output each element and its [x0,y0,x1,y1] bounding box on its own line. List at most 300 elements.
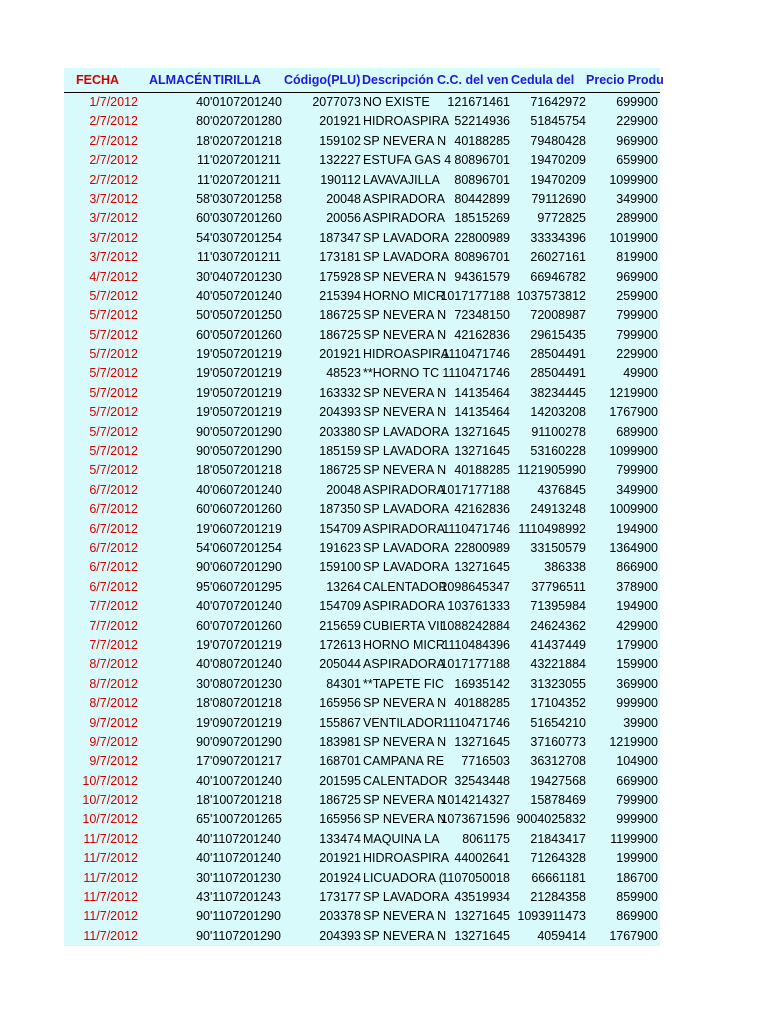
cell-cc-vendedor[interactable]: 1110484396 [442,637,510,652]
cell-precio[interactable]: 289900 [616,211,658,226]
cell-codigo-plu[interactable]: 186725 [319,327,361,342]
cell-fecha[interactable]: 2/7/2012 [89,114,138,129]
cell-fecha[interactable]: 9/7/2012 [89,715,138,730]
cell-cedula[interactable]: 71642972 [530,95,586,109]
cell-precio[interactable]: 194900 [616,521,658,536]
cell-descripcion[interactable]: CALENTADOR [363,579,448,594]
cell-codigo-plu[interactable]: 190112 [320,172,361,187]
cell-precio[interactable]: 429900 [616,618,658,633]
cell-tirilla[interactable]: '0507201260 [210,327,282,342]
cell-descripcion[interactable]: SP LAVADORA [363,540,450,555]
cell-precio[interactable]: 199900 [616,851,658,866]
cell-precio[interactable]: 39900 [623,715,658,730]
cell-descripcion[interactable]: SP NEVERA N [363,696,447,711]
cell-almacen[interactable]: 19 [196,405,210,420]
cell-precio[interactable]: 969900 [616,269,658,284]
cell-cc-vendedor[interactable]: 1110471746 [442,521,510,536]
cell-tirilla[interactable]: '0707201260 [210,618,282,633]
cell-cc-vendedor[interactable]: 1110471746 [442,366,510,381]
cell-codigo-plu[interactable]: 203378 [319,909,361,924]
cell-cc-vendedor[interactable]: 80896701 [454,153,510,168]
cell-codigo-plu[interactable]: 201595 [319,773,361,788]
cell-almacen[interactable]: 40 [196,657,210,672]
cell-cedula[interactable]: 71395984 [530,599,586,614]
cell-almacen[interactable]: 19 [196,347,210,362]
cell-fecha[interactable]: 3/7/2012 [89,250,138,265]
cell-tirilla[interactable]: '1107201230 [210,870,281,885]
cell-cedula[interactable]: 33334396 [530,230,586,245]
cell-codigo-plu[interactable]: 186725 [319,463,361,478]
cell-almacen[interactable]: 40 [196,482,210,497]
cell-tirilla[interactable]: '0907201217 [210,754,282,769]
cell-descripcion[interactable]: SP NEVERA N [363,793,447,808]
cell-cc-vendedor[interactable]: 1110471746 [442,715,510,730]
cell-cedula[interactable]: 29615435 [530,327,586,342]
cell-precio[interactable]: 799900 [616,793,658,808]
cell-precio[interactable]: 819900 [616,250,658,265]
cell-cc-vendedor[interactable]: 52214936 [454,114,510,129]
cell-fecha[interactable]: 11/7/2012 [83,831,138,846]
cell-cedula[interactable]: 36312708 [530,754,586,769]
cell-codigo-plu[interactable]: 13264 [326,579,361,594]
cell-cedula[interactable]: 4059414 [537,928,586,943]
cell-almacen[interactable]: 19 [196,715,210,730]
cell-cedula[interactable]: 53160228 [530,444,586,459]
cell-fecha[interactable]: 6/7/2012 [89,521,138,536]
cell-precio[interactable]: 799900 [616,327,658,342]
cell-precio[interactable]: 49900 [623,366,658,381]
cell-cc-vendedor[interactable]: 1017177188 [440,288,510,303]
cell-fecha[interactable]: 4/7/2012 [89,269,138,284]
cell-precio[interactable]: 866900 [616,560,658,575]
cell-cedula[interactable]: 66661181 [531,870,586,885]
cell-codigo-plu[interactable]: 204393 [319,928,361,943]
cell-tirilla[interactable]: '0307201258 [210,191,282,206]
cell-precio[interactable]: 1767900 [609,928,658,943]
cell-precio[interactable]: 1219900 [609,734,658,749]
cell-tirilla[interactable]: '0507201219 [210,366,282,381]
cell-descripcion[interactable]: SP LAVADORA [363,230,450,245]
cell-tirilla[interactable]: '0507201290 [210,444,282,459]
cell-precio[interactable]: 104900 [616,754,658,769]
cell-codigo-plu[interactable]: 173177 [319,890,361,905]
cell-codigo-plu[interactable]: 187347 [319,230,361,245]
cell-tirilla[interactable]: '0607201254 [210,540,282,555]
cell-tirilla[interactable]: '0207201280 [210,114,282,129]
cell-codigo-plu[interactable]: 215659 [319,618,361,633]
cell-descripcion[interactable]: VENTILADOR [363,715,443,730]
cell-tirilla[interactable]: '0307201254 [210,230,282,245]
cell-precio[interactable]: 186700 [616,870,658,885]
header-codigo-plu[interactable]: Código(PLU) [284,73,361,87]
cell-fecha[interactable]: 6/7/2012 [89,560,138,575]
cell-almacen[interactable]: 30 [196,269,210,284]
cell-tirilla[interactable]: '0807201230 [210,676,282,691]
cell-descripcion[interactable]: ASPIRADORA [363,482,445,497]
cell-tirilla[interactable]: '1107201243 [210,890,281,905]
cell-codigo-plu[interactable]: 20056 [326,211,361,226]
cell-cc-vendedor[interactable]: 1107050018 [441,870,510,885]
cell-descripcion[interactable]: SP NEVERA N [363,385,447,400]
cell-descripcion[interactable]: ESTUFA GAS 4 [363,153,452,168]
cell-almacen[interactable]: 40 [196,599,210,614]
cell-fecha[interactable]: 8/7/2012 [89,657,138,672]
header-cc-vendedor[interactable]: C.C. del ven [437,73,509,87]
cell-fecha[interactable]: 5/7/2012 [89,327,138,342]
cell-codigo-plu[interactable]: 154709 [319,521,361,536]
cell-codigo-plu[interactable]: 48523 [326,366,361,381]
cell-almacen[interactable]: 19 [196,385,210,400]
cell-fecha[interactable]: 5/7/2012 [89,347,138,362]
cell-cc-vendedor[interactable]: 13271645 [454,424,510,439]
cell-codigo-plu[interactable]: 159100 [319,560,361,575]
cell-descripcion[interactable]: MAQUINA LA [363,831,440,846]
cell-cedula[interactable]: 1037573812 [516,288,586,303]
cell-descripcion[interactable]: NO EXISTE [363,95,430,109]
cell-cedula[interactable]: 24624362 [530,618,586,633]
cell-cc-vendedor[interactable]: 80896701 [454,172,510,187]
cell-cedula[interactable]: 33150579 [530,540,586,555]
cell-almacen[interactable]: 60 [196,502,210,517]
cell-almacen[interactable]: 95 [196,579,210,594]
cell-almacen[interactable]: 90 [196,444,210,459]
cell-cc-vendedor[interactable]: 13271645 [454,928,510,943]
cell-precio[interactable]: 799900 [616,308,658,323]
cell-tirilla[interactable]: '0507201219 [210,347,282,362]
cell-descripcion[interactable]: CAMPANA RE [363,754,445,769]
cell-tirilla[interactable]: '0207201211 [210,172,281,187]
cell-cc-vendedor[interactable]: 40188285 [454,133,510,148]
cell-tirilla[interactable]: '0607201240 [210,482,282,497]
cell-precio[interactable]: 659900 [616,153,658,168]
cell-almacen[interactable]: 90 [196,928,210,943]
cell-precio[interactable]: 159900 [616,657,658,672]
cell-almacen[interactable]: 30 [196,676,210,691]
cell-cedula[interactable]: 4376845 [537,482,586,497]
cell-almacen[interactable]: 18 [196,793,210,808]
cell-descripcion[interactable]: CUBIERTA VII [363,618,444,633]
cell-precio[interactable]: 999900 [616,696,658,711]
cell-cedula[interactable]: 37160773 [530,734,586,749]
header-almacen[interactable]: ALMACÉN [149,73,212,87]
cell-cedula[interactable]: 66946782 [530,269,586,284]
cell-almacen[interactable]: 60 [196,618,210,633]
cell-codigo-plu[interactable]: 175928 [319,269,361,284]
cell-tirilla[interactable]: '0507201250 [210,308,282,323]
cell-codigo-plu[interactable]: 215394 [319,288,361,303]
cell-descripcion[interactable]: SP LAVADORA [363,444,450,459]
cell-almacen[interactable]: 11 [197,250,210,265]
cell-descripcion[interactable]: HORNO MICR [363,637,445,652]
cell-almacen[interactable]: 60 [196,327,210,342]
cell-fecha[interactable]: 6/7/2012 [89,579,138,594]
cell-codigo-plu[interactable]: 172613 [319,637,361,652]
cell-tirilla[interactable]: '0507201219 [210,385,282,400]
cell-fecha[interactable]: 2/7/2012 [89,153,138,168]
cell-almacen[interactable]: 11 [197,153,210,168]
cell-codigo-plu[interactable]: 84301 [326,676,361,691]
cell-descripcion[interactable]: LAVAVAJILLA [363,172,440,187]
cell-tirilla[interactable]: '0607201260 [210,502,282,517]
cell-fecha[interactable]: 7/7/2012 [89,618,138,633]
cell-codigo-plu[interactable]: 205044 [319,657,361,672]
cell-codigo-plu[interactable]: 183981 [319,734,361,749]
cell-descripcion[interactable]: SP LAVADORA [363,502,450,517]
cell-cedula[interactable]: 51654210 [530,715,586,730]
cell-fecha[interactable]: 7/7/2012 [89,599,138,614]
cell-cedula[interactable]: 43221884 [530,657,586,672]
cell-codigo-plu[interactable]: 201921 [319,114,361,129]
cell-cedula[interactable]: 19470209 [530,153,586,168]
cell-tirilla[interactable]: '0107201240 [210,95,282,109]
cell-fecha[interactable]: 10/7/2012 [82,812,138,827]
cell-codigo-plu[interactable]: 203380 [319,424,361,439]
cell-cc-vendedor[interactable]: 1088242884 [440,618,510,633]
cell-tirilla[interactable]: '0407201230 [210,269,282,284]
cell-tirilla[interactable]: '1107201240 [210,851,281,866]
cell-cc-vendedor[interactable]: 72348150 [454,308,510,323]
cell-precio[interactable]: 669900 [616,773,658,788]
cell-codigo-plu[interactable]: 186725 [319,308,361,323]
cell-cc-vendedor[interactable]: 13271645 [454,560,510,575]
cell-precio[interactable]: 1099900 [609,172,658,187]
cell-almacen[interactable]: 30 [196,870,210,885]
cell-fecha[interactable]: 3/7/2012 [89,211,138,226]
cell-codigo-plu[interactable]: 185159 [319,444,361,459]
cell-cedula[interactable]: 72008987 [530,308,586,323]
cell-fecha[interactable]: 5/7/2012 [89,444,138,459]
cell-fecha[interactable]: 11/7/2012 [83,870,138,885]
cell-codigo-plu[interactable]: 165956 [319,812,361,827]
cell-precio[interactable]: 1009900 [609,502,658,517]
cell-precio[interactable]: 1199900 [610,831,658,846]
cell-precio[interactable]: 799900 [616,463,658,478]
cell-precio[interactable]: 369900 [616,676,658,691]
cell-fecha[interactable]: 5/7/2012 [89,366,138,381]
cell-descripcion[interactable]: SP NEVERA N [363,734,447,749]
cell-almacen[interactable]: 90 [196,734,210,749]
cell-tirilla[interactable]: '0207201218 [210,133,282,148]
cell-cc-vendedor[interactable]: 40188285 [454,463,510,478]
cell-precio[interactable]: 259900 [616,288,658,303]
cell-descripcion[interactable]: ASPIRADORA [363,521,445,536]
cell-cc-vendedor[interactable]: 14135464 [454,385,510,400]
header-tirilla[interactable]: TIRILLA [213,73,261,87]
cell-descripcion[interactable]: HIDROASPIRA [363,851,450,866]
header-descripcion[interactable]: Descripción [362,73,434,87]
cell-cedula[interactable]: 386338 [544,560,586,575]
cell-almacen[interactable]: 40 [196,851,210,866]
cell-almacen[interactable]: 40 [196,773,210,788]
cell-fecha[interactable]: 5/7/2012 [89,405,138,420]
cell-cedula[interactable]: 51845754 [530,114,586,129]
cell-tirilla[interactable]: '0707201219 [210,637,282,652]
cell-almacen[interactable]: 54 [196,540,210,555]
cell-fecha[interactable]: 6/7/2012 [89,540,138,555]
cell-descripcion[interactable]: HIDROASPIRA [363,347,450,362]
cell-codigo-plu[interactable]: 168701 [319,754,361,769]
cell-tirilla[interactable]: '1007201240 [210,773,282,788]
cell-tirilla[interactable]: '1107201290 [210,909,281,924]
cell-precio[interactable]: 179900 [616,637,658,652]
cell-codigo-plu[interactable]: 165956 [319,696,361,711]
cell-codigo-plu[interactable]: 173181 [319,250,361,265]
cell-fecha[interactable]: 5/7/2012 [89,288,138,303]
cell-precio[interactable]: 229900 [616,114,658,129]
cell-descripcion[interactable]: SP NEVERA N [363,269,447,284]
cell-precio[interactable]: 999900 [616,812,658,827]
cell-fecha[interactable]: 6/7/2012 [89,502,138,517]
cell-descripcion[interactable]: LICUADORA ( [363,870,443,885]
cell-cc-vendedor[interactable]: 94361579 [454,269,510,284]
cell-cc-vendedor[interactable]: 1073671596 [440,812,510,827]
cell-cedula[interactable]: 37796511 [531,579,586,594]
cell-almacen[interactable]: 18 [196,463,210,478]
cell-cedula[interactable]: 28504491 [530,366,586,381]
cell-cc-vendedor[interactable]: 32543448 [454,773,510,788]
cell-tirilla[interactable]: '0807201218 [210,696,282,711]
cell-tirilla[interactable]: '1107201290 [210,928,281,943]
cell-cedula[interactable]: 41437449 [530,637,586,652]
cell-almacen[interactable]: 19 [196,366,210,381]
cell-descripcion[interactable]: HORNO MICR [363,288,445,303]
cell-fecha[interactable]: 11/7/2012 [83,909,138,924]
cell-cedula[interactable]: 15878469 [530,793,586,808]
cell-fecha[interactable]: 9/7/2012 [89,754,138,769]
cell-descripcion[interactable]: SP LAVADORA [363,890,450,905]
cell-almacen[interactable]: 40 [196,95,210,109]
header-fecha[interactable]: FECHA [76,73,120,87]
cell-descripcion[interactable]: SP NEVERA N [363,928,447,943]
cell-almacen[interactable]: 80 [196,114,210,129]
cell-tirilla[interactable]: '0807201240 [210,657,282,672]
cell-almacen[interactable]: 17 [196,754,210,769]
cell-codigo-plu[interactable]: 187350 [319,502,361,517]
cell-descripcion[interactable]: ASPIRADORA [363,657,445,672]
cell-cc-vendedor[interactable]: 18515269 [454,211,510,226]
cell-precio[interactable]: 194900 [616,599,658,614]
cell-cc-vendedor[interactable]: 42162836 [454,327,510,342]
cell-codigo-plu[interactable]: 20048 [326,482,361,497]
cell-fecha[interactable]: 5/7/2012 [89,424,138,439]
cell-cedula[interactable]: 71264328 [530,851,586,866]
cell-tirilla[interactable]: '0907201219 [210,715,282,730]
cell-fecha[interactable]: 11/7/2012 [83,851,138,866]
cell-cc-vendedor[interactable]: 80442899 [454,191,510,206]
cell-almacen[interactable]: 90 [196,560,210,575]
cell-tirilla[interactable]: '1007201218 [210,793,282,808]
cell-precio[interactable]: 689900 [616,424,658,439]
cell-tirilla[interactable]: '0507201240 [210,288,282,303]
cell-almacen[interactable]: 54 [196,230,210,245]
cell-codigo-plu[interactable]: 159102 [319,133,361,148]
cell-descripcion[interactable]: SP NEVERA N [363,909,447,924]
cell-descripcion[interactable]: ASPIRADORA [363,211,445,226]
cell-fecha[interactable]: 10/7/2012 [82,773,138,788]
cell-tirilla[interactable]: '1107201240 [210,831,281,846]
cell-almacen[interactable]: 90 [196,909,210,924]
cell-fecha[interactable]: 7/7/2012 [89,637,138,652]
cell-descripcion[interactable]: **TAPETE FIC [363,676,445,691]
cell-almacen[interactable]: 18 [196,696,210,711]
cell-tirilla[interactable]: '0507201218 [210,463,282,478]
cell-cc-vendedor[interactable]: 13271645 [454,909,510,924]
cell-cc-vendedor[interactable]: 43519934 [454,890,510,905]
cell-tirilla[interactable]: '0607201219 [210,521,282,536]
cell-descripcion[interactable]: HIDROASPIRA [363,114,450,129]
cell-codigo-plu[interactable]: 186725 [319,793,361,808]
cell-descripcion[interactable]: SP LAVADORA [363,424,450,439]
cell-fecha[interactable]: 8/7/2012 [89,676,138,691]
cell-almacen[interactable]: 40 [196,831,210,846]
cell-cedula[interactable]: 17104352 [530,696,586,711]
cell-cc-vendedor[interactable]: 13271645 [454,444,510,459]
cell-precio[interactable]: 349900 [616,191,658,206]
cell-cc-vendedor[interactable]: 8061175 [462,831,510,846]
cell-precio[interactable]: 859900 [616,890,658,905]
cell-precio[interactable]: 378900 [616,579,658,594]
cell-precio[interactable]: 1099900 [609,444,658,459]
cell-descripcion[interactable]: CALENTADOR [363,773,448,788]
cell-almacen[interactable]: 60 [196,211,210,226]
cell-codigo-plu[interactable]: 204393 [319,405,361,420]
cell-descripcion[interactable]: SP NEVERA N [363,812,447,827]
cell-almacen[interactable]: 18 [196,133,210,148]
cell-cedula[interactable]: 14203208 [530,405,586,420]
cell-fecha[interactable]: 5/7/2012 [89,308,138,323]
cell-descripcion[interactable]: SP NEVERA N [363,133,447,148]
cell-tirilla[interactable]: '0307201260 [210,211,282,226]
cell-cedula[interactable]: 31323055 [530,676,586,691]
cell-almacen[interactable]: 90 [196,424,210,439]
cell-almacen[interactable]: 65 [196,812,210,827]
cell-precio[interactable]: 1019900 [609,230,658,245]
cell-cc-vendedor[interactable]: 121671461 [447,95,510,109]
cell-cc-vendedor[interactable]: 80896701 [454,250,510,265]
cell-precio[interactable]: 969900 [616,133,658,148]
cell-cedula[interactable]: 21284358 [530,890,586,905]
cell-almacen[interactable]: 11 [197,172,210,187]
cell-cc-vendedor[interactable]: 103761333 [447,599,510,614]
cell-cedula[interactable]: 1110498992 [518,521,586,536]
cell-tirilla[interactable]: '0907201290 [210,734,282,749]
cell-codigo-plu[interactable]: 201924 [319,870,361,885]
cell-cedula[interactable]: 26027161 [530,250,586,265]
cell-codigo-plu[interactable]: 191623 [319,540,361,555]
cell-almacen[interactable]: 19 [196,637,210,652]
cell-codigo-plu[interactable]: 133474 [319,831,361,846]
cell-tirilla[interactable]: '0207201211 [210,153,281,168]
cell-cc-vendedor[interactable]: 14135464 [454,405,510,420]
cell-descripcion[interactable]: ASPIRADORA [363,599,445,614]
cell-almacen[interactable]: 43 [196,890,210,905]
header-cedula[interactable]: Cedula del [511,73,575,87]
cell-descripcion[interactable]: SP LAVADORA [363,560,450,575]
cell-codigo-plu[interactable]: 201921 [319,347,361,362]
cell-almacen[interactable]: 50 [196,308,210,323]
cell-cedula[interactable]: 91100278 [531,424,586,439]
cell-cc-vendedor[interactable]: 1098645347 [440,579,510,594]
cell-descripcion[interactable]: SP NEVERA N [363,308,447,323]
cell-almacen[interactable]: 19 [196,521,210,536]
cell-cedula[interactable]: 28504491 [530,347,586,362]
cell-cedula[interactable]: 9772825 [537,211,586,226]
cell-tirilla[interactable]: '0607201290 [210,560,282,575]
cell-cc-vendedor[interactable]: 7716503 [461,754,510,769]
cell-cc-vendedor[interactable]: 44002641 [454,851,510,866]
cell-codigo-plu[interactable]: 163332 [319,385,361,400]
cell-tirilla[interactable]: '0507201219 [210,405,282,420]
